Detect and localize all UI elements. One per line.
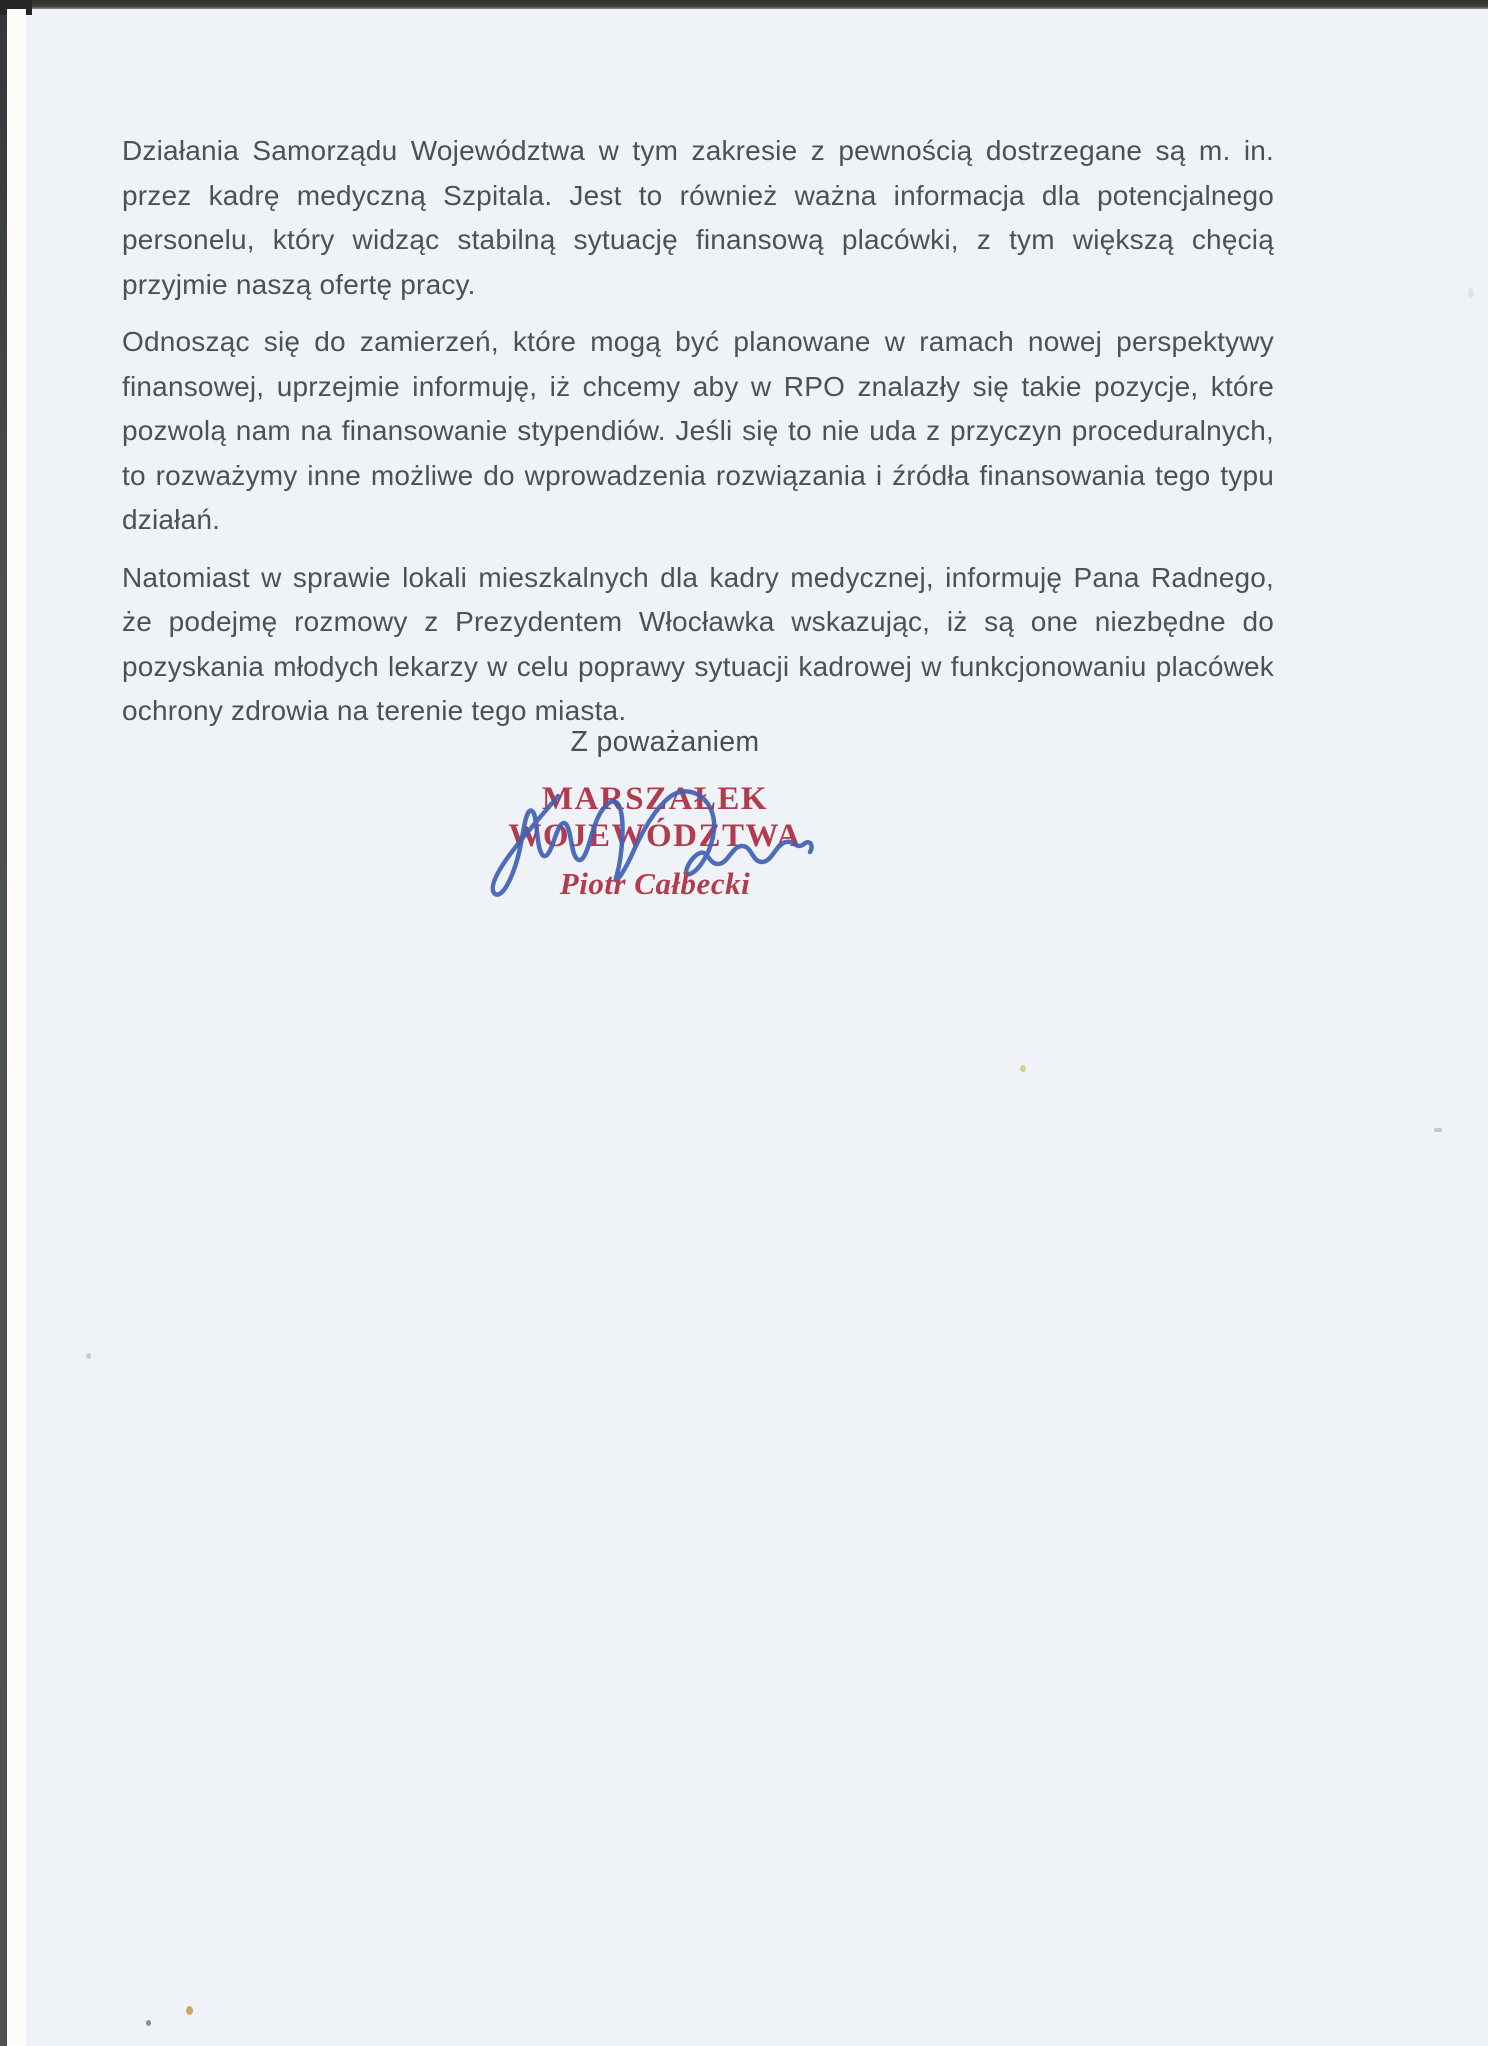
scan-speck	[186, 2006, 193, 2015]
paragraph: Natomiast w sprawie lokali mieszkalnych dla kadry medycznej, informuję Pana Radnego, że podejmę rozmowy z Prezydentem Włocławka wskazując, iż są one niezbędne do pozyskania młodych lekarzy w celu poprawy sytuacji kadrowej w funkcjonowaniu placówek ochrony zdrowia na terenie tego miasta.	[122, 561, 1274, 726]
scan-speck	[1434, 1128, 1442, 1132]
scan-speck	[86, 1353, 91, 1359]
closing-phrase: Z poważaniem	[570, 726, 760, 758]
stamp-title: MARSZAŁEK WOJEWÓDZTWA	[508, 781, 802, 854]
scan-speck	[1468, 288, 1474, 298]
stamp-signatory-name: Piotr Całbecki	[559, 866, 751, 901]
scan-speck	[146, 2020, 151, 2026]
scan-top-edge	[0, 0, 1488, 9]
scan-left-edge	[0, 0, 7, 2046]
paragraph: Odnosząc się do zamierzeń, które mogą być planowane w ramach nowej perspektywy finansowej, uprzejmie informuję, iż chcemy aby w RPO znalazły się takie pozycje, które pozwolą nam na finansowanie stypendiów. Jeśli się to nie uda z przyczyn proceduralnych, to rozważymy inne możliwe do wprowadzenia rozwiązania i źródła finansowania tego typu działań.	[122, 326, 1274, 535]
letter-body	[122, 129, 1274, 747]
scan-speck	[1020, 1065, 1026, 1072]
paper-left-edge	[7, 9, 26, 2046]
paragraph: Działania Samorządu Województwa w tym zakresie z pewnością dostrzegane są m. in. przez kadrę medyczną Szpitala. Jest to również ważna informacja dla potencjalnego personelu, który widząc stabilną sytuację finansową placówki, z tym większą chęcią przyjmie naszą ofertę pracy.	[122, 135, 1274, 300]
